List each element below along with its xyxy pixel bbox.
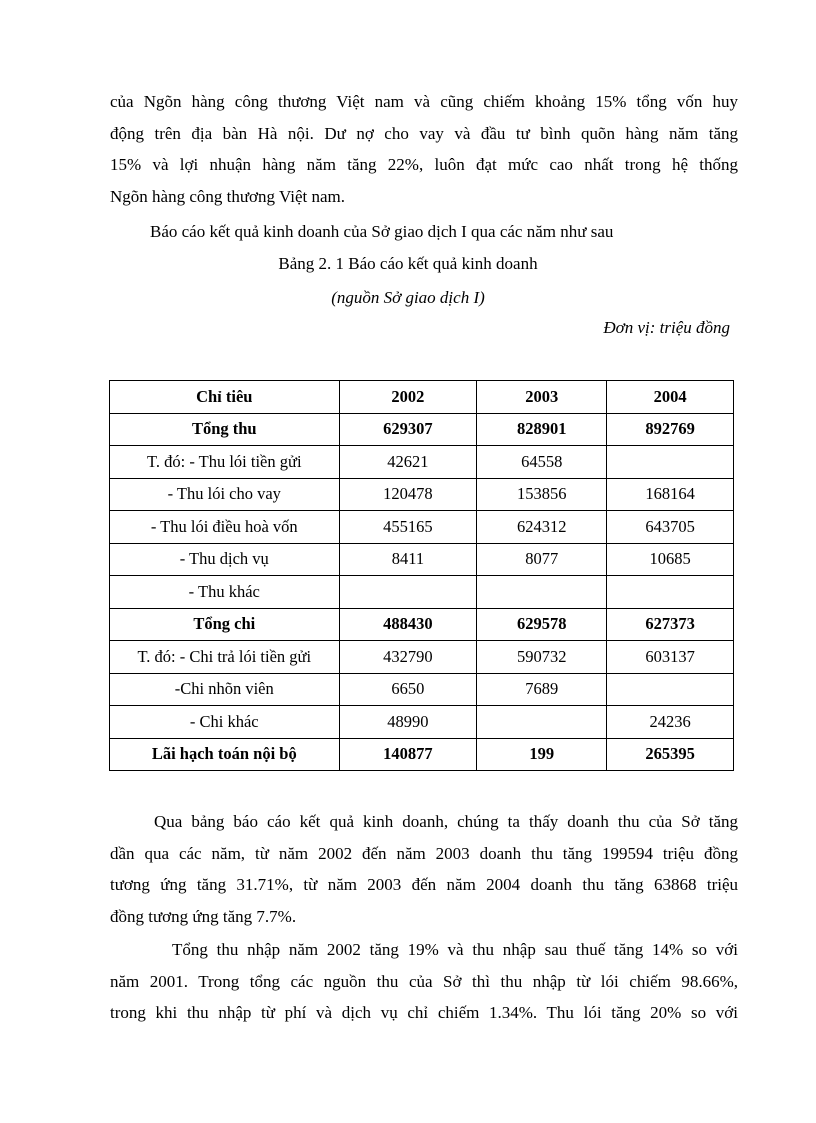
cell-2004 [607,576,734,609]
text-line: của Ngõn hàng công thương Việt nam và cũng chiếm khoảng 15% tổng vốn huy [110,92,738,111]
cell-2002: 42621 [339,446,477,479]
table-row [110,478,734,511]
table-unit: Đơn vị: triệu đồng [603,318,730,337]
header-cell: 2004 [607,381,734,414]
cell-2004: 627373 [607,608,734,641]
cell-2002: 120478 [339,478,477,511]
text-line: đồng tương ứng tăng 7.7%. [110,906,297,926]
text-line: Qua bảng báo cáo kết quả kinh doanh, chúng ta thấy doanh thu của Sở tăng [154,812,738,831]
cell-2004: 168164 [607,478,734,511]
text-line: Tổng thu nhập năm 2002 tăng 19% và thu nhập sau thuế tăng 14% so với [172,940,738,959]
cell-2002: 488430 [339,608,477,641]
row-label: - Thu lói cho vay [110,478,340,511]
cell-2003: 199 [477,738,607,771]
header-cell: Chỉ tiêu [110,381,340,414]
cell-2004: 10685 [607,543,734,576]
cell-2003: 7689 [477,673,607,706]
table-row [110,706,734,739]
text-line: trong khi thu nhập từ phí và dịch vụ chỉ chiếm 1.34%. Thu lói tăng 20% so với [110,1003,738,1022]
cell-2004: 643705 [607,511,734,544]
cell-2003: 629578 [477,608,607,641]
table-row [110,543,734,576]
table-title: Bảng 2. 1 Báo cáo kết quả kinh doanh [278,254,538,273]
cell-2003: 8077 [477,543,607,576]
cell-2002 [339,576,477,609]
cell-2004: 265395 [607,738,734,771]
cell-2004: 24236 [607,706,734,739]
row-label: T. đó: - Chi trả lói tiền gửi [110,641,340,674]
cell-2003: 590732 [477,641,607,674]
text-line: năm 2001. Trong tổng các nguồn thu của Sở thì thu nhập từ lói chiếm 98.66%, [110,971,738,991]
cell-2003 [477,576,607,609]
header-cell: 2002 [339,381,477,414]
cell-2002: 432790 [339,641,477,674]
cell-2002: 629307 [339,413,477,446]
cell-2002: 455165 [339,511,477,544]
row-label: Lãi hạch toán nội bộ [110,738,340,771]
table-row [110,641,734,674]
cell-2004: 892769 [607,413,734,446]
row-label: - Chi khác [110,706,340,739]
cell-2003 [477,706,607,739]
cell-2004 [607,446,734,479]
text-line: dần qua các năm, từ năm 2002 đến năm 2003 doanh thu tăng 199594 triệu đồng [110,843,738,863]
table-header-row [110,381,734,414]
row-label: -Chi nhõn viên [110,673,340,706]
table-source: (nguồn Sở giao dịch I) [331,288,485,307]
table-row [110,576,734,609]
row-label: - Thu lói điều hoà vốn [110,511,340,544]
text-line: tương ứng tăng 31.71%, từ năm 2003 đến năm 2004 doanh thu tăng 63868 triệu [110,875,738,894]
business-report-table [109,380,734,771]
row-label: - Thu dịch vụ [110,543,340,576]
cell-2003: 828901 [477,413,607,446]
cell-2004: 603137 [607,641,734,674]
table-row [110,446,734,479]
header-cell: 2003 [477,381,607,414]
text-line: Ngõn hàng công thương Việt nam. [110,186,346,206]
cell-2002: 8411 [339,543,477,576]
cell-2003: 624312 [477,511,607,544]
cell-2003: 153856 [477,478,607,511]
table-row [110,608,734,641]
table-row [110,673,734,706]
row-label: Tổng thu [110,413,340,446]
analysis-paragraph-2 [110,934,738,1029]
cell-2002: 6650 [339,673,477,706]
table-row [110,511,734,544]
table-row [110,413,734,446]
cell-2003: 64558 [477,446,607,479]
row-label: Tổng chi [110,608,340,641]
text-line: 15% và lợi nhuận hàng năm tăng 22%, luôn đạt mức cao nhất trong hệ thống [110,155,738,174]
text-line: động trên địa bàn Hà nội. Dư nợ cho vay và đầu tư bình quõn hàng năm tăng [110,123,738,143]
report-intro: Báo cáo kết quả kinh doanh của Sở giao dịch I qua các năm như sau [150,222,614,241]
cell-2004 [607,673,734,706]
row-label: T. đó: - Thu lói tiền gửi [110,446,340,479]
cell-2002: 48990 [339,706,477,739]
cell-2002: 140877 [339,738,477,771]
row-label: - Thu khác [110,576,340,609]
intro-paragraph [110,86,738,212]
table-row [110,738,734,771]
analysis-paragraph-1 [110,806,738,932]
